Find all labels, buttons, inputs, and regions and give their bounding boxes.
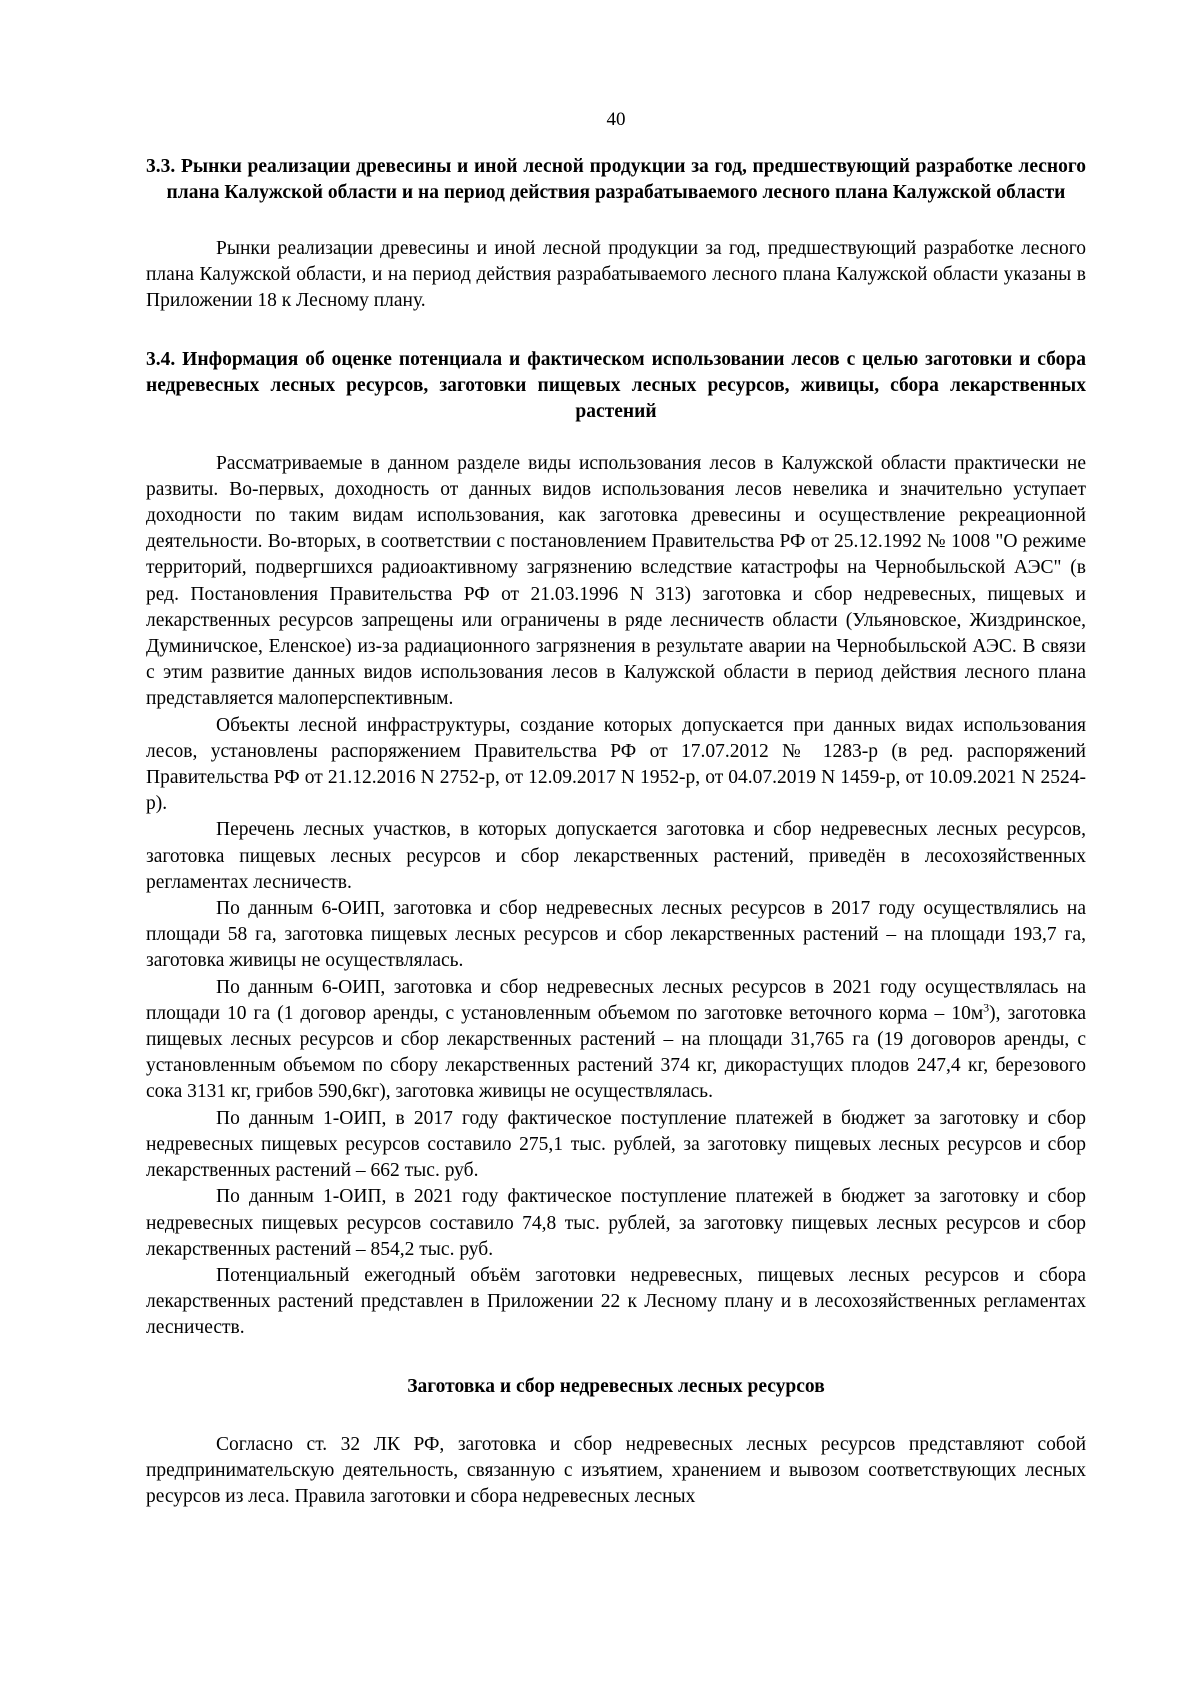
section-3-4-heading: 3.4. Информация об оценке потенциала и фактическом использовании лесов с целью заготовки и сбора недревесных лесных ресурсов, заготовки пищевых лесных ресурсов, живицы, сбора лекарственных растений [146, 348, 1086, 422]
section-3-4-paragraph-4: По данным 6-ОИП, заготовка и сбор недревесных лесных ресурсов в 2017 году осуществлялись на площади 58 га, заготовка пищевых лесных ресурсов и сбор лекарственных растений – на площади 193,7 га, заготовка живицы не осуществлялась. [146, 898, 1086, 972]
paragraph-5-text-end: ), заготовка пищевых лесных ресурсов и сбор лекарственных растений – на площади 31,765 га (19 договоров аренды, с установленным объемом по сбору лекарственных растений 374 кг, дикорастущих плодов 247,4 кг, березового сока 3131 кг, грибов 590,6кг), заготовка живицы не осуществлялась. [146, 1002, 1086, 1103]
page-number: 40 [606, 109, 626, 130]
section-3-4-paragraph-3: Перечень лесных участков, в которых допускается заготовка и сбор недревесных лесных ресурсов, заготовка пищевых лесных ресурсов и сбор лекарственных растений, приведён в лесохозяйственных регламентах лесничеств. [146, 819, 1086, 893]
section-3-4-paragraph-2: Объекты лесной инфраструктуры, создание которых допускается при данных видах использования лесов, установлены распоряжением Правительства РФ от 17.07.2012 № 1283-р (в ред. распоряжений Правительства РФ от 21.12.2016 N 2752-р, от 12.09.2017 N 1952-р, от 04.07.2019 N 1459-р, от 10.09.2021 N 2524-р). [146, 714, 1086, 815]
spacer [146, 1342, 1086, 1374]
paragraph-5-text-start: По данным 6-ОИП, заготовка и сбор недревесных лесных ресурсов в 2021 году осуществлялась на площади 10 га (1 договор аренды, с установленным объемом по заготовке веточного корма – 10м [146, 976, 1086, 1024]
section-3-3-paragraph: Рынки реализации древесины и иной лесной продукции за год, предшествующий разработке лесного плана Калужской области, и на период действия разрабатываемого лесного плана Калужской области указаны в Приложении 18 к Лесному плану. [146, 238, 1086, 312]
cubic-superscript: 3 [983, 1000, 990, 1015]
spacer [146, 315, 1086, 347]
spacer [146, 425, 1086, 451]
section-3-4-paragraph-8: Потенциальный ежегодный объём заготовки недревесных, пищевых лесных ресурсов и сбора лекарственных растений представлен в Приложении 22 к Лесному плану и в лесохозяйственных регламентах лесничеств. [146, 1264, 1086, 1339]
section-3-3-heading: 3.3. Рынки реализации древесины и иной лесной продукции за год, предшествующий разработке лесного плана Калужской области и на период действия разрабатываемого лесного плана Калужской области [146, 156, 1086, 203]
document-page [146, 108, 1086, 1510]
section-3-4-paragraph-6: По данным 1-ОИП, в 2017 году фактическое поступление платежей в бюджет за заготовку и сбор недревесных пищевых ресурсов составило 275,1 тыс. рублей, за заготовку пищевых лесных ресурсов и сбор лекарственных растений – 662 тыс. руб. [146, 1107, 1086, 1182]
section-3-4-paragraph-7: По данным 1-ОИП, в 2021 году фактическое поступление платежей в бюджет за заготовку и сбор недревесных пищевых ресурсов составило 74,8 тыс. рублей, за заготовку пищевых лесных ресурсов и сбор лекарственных растений – 854,2 тыс. руб. [146, 1186, 1086, 1260]
spacer [146, 1400, 1086, 1432]
section-3-4-paragraph-1: Рассматриваемые в данном разделе виды использования лесов в Калужской области практически не развиты. Во-первых, доходность от данных видов использования лесов невелика и значительно уступает доходности по таким видам использования, как заготовка древесины и осуществление рекреационной деятельности. Во-вторых, в соответствии с постановлением Правительства РФ от 25.12.1992 № 1008 "О режиме территорий, подвергшихся радиоактивному загрязнению вследствие катастрофы на Чернобыльской АЭС" (в ред. Постановления Правительства РФ от 21.03.1996 N 313) заготовка и сбор недревесных, пищевых и лекарственных ресурсов запрещены или ограничены в ряде лесничеств области (Ульяновское, Жиздринское, Думиничское, Еленское) из-за радиационного загрязнения в результате аварии на Чернобыльской АЭС. В связи с этим развитие данных видов использования лесов в Калужской области в период действия лесного плана представляется малоперспективным. [146, 452, 1086, 710]
section-3-4-paragraph-5 [146, 975, 1086, 1106]
spacer [146, 206, 1086, 236]
subsection-paragraph: Согласно ст. 32 ЛК РФ, заготовка и сбор недревесных лесных ресурсов представляют собой предпринимательскую деятельность, связанную с изъятием, хранением и вывозом соответствующих лесных ресурсов из леса. Правила заготовки и сбора недревесных лесных [146, 1433, 1086, 1507]
subsection-heading: Заготовка и сбор недревесных лесных ресурсов [407, 1375, 825, 1397]
